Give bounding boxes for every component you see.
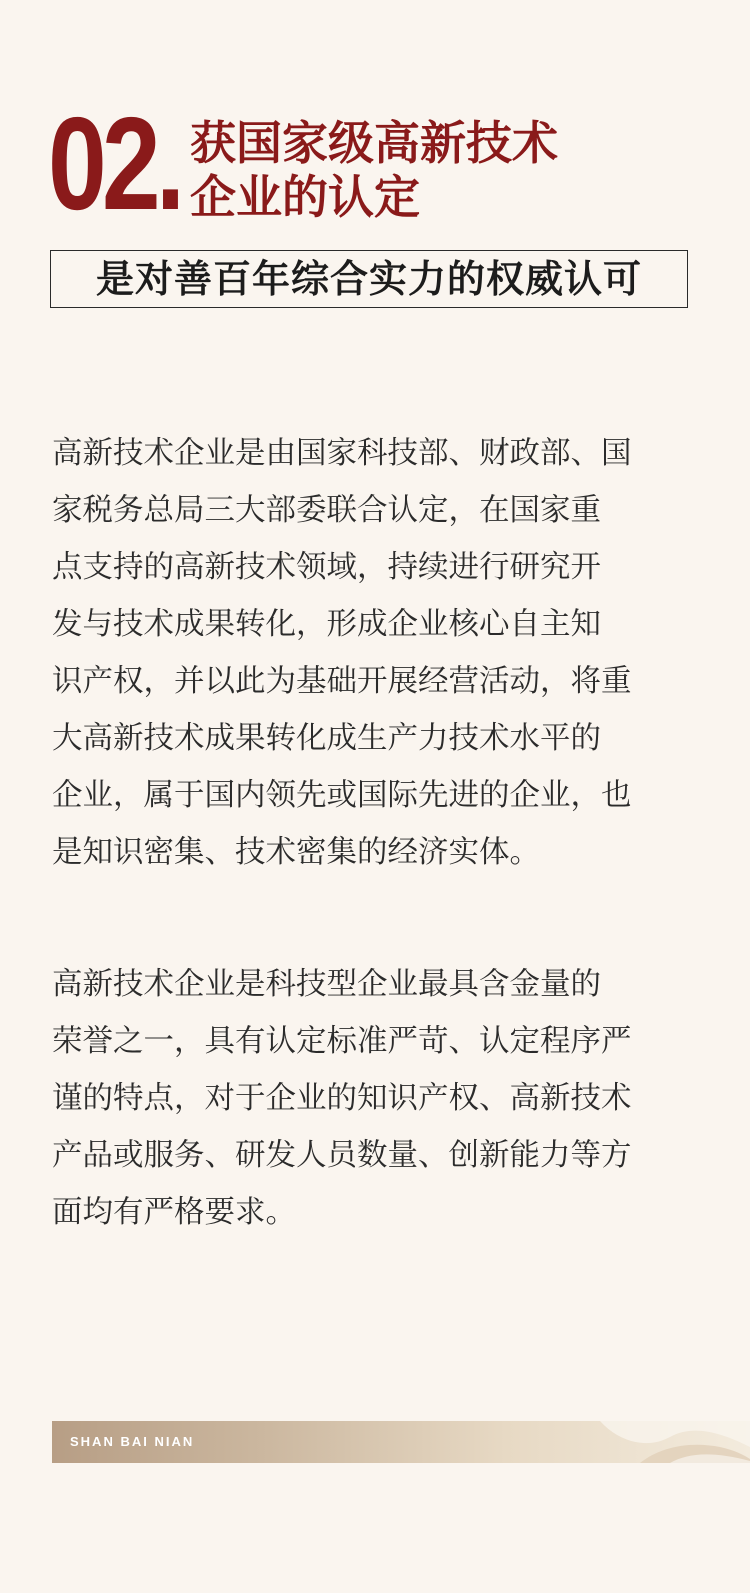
section-title	[190, 116, 710, 224]
paragraph-line: 大高新技术成果转化成生产力技术水平的	[52, 721, 601, 756]
section-title-line-2: 企业的认定	[190, 170, 420, 224]
paragraph-line: 识产权，并以此为基础开展经营活动，将重	[52, 664, 632, 699]
paragraph-line: 面均有严格要求。	[52, 1195, 296, 1230]
paragraph-line: 企业，属于国内领先或国际先进的企业，也	[52, 778, 632, 813]
footer-brand-text: SHAN BAI NIAN	[70, 1434, 195, 1449]
paragraph-line: 高新技术企业是由国家科技部、财政部、国	[52, 436, 632, 471]
paragraph-line: 高新技术企业是科技型企业最具含金量的	[52, 967, 601, 1002]
paragraph-line: 谨的特点，对于企业的知识产权、高新技术	[52, 1081, 632, 1116]
paragraph-2	[52, 956, 702, 1241]
paragraph-line: 点支持的高新技术领域，持续进行研究开	[52, 550, 601, 585]
footer-band	[52, 1421, 750, 1463]
subtitle-box	[50, 250, 688, 308]
paragraph-1	[52, 425, 702, 881]
section-title-line-1: 获国家级高新技术	[190, 116, 558, 170]
paragraph-line: 荣誉之一，具有认定标准严苛、认定程序严	[52, 1024, 632, 1059]
paragraph-line: 产品或服务、研发人员数量、创新能力等方	[52, 1138, 632, 1173]
section-number: 02.	[48, 90, 181, 237]
footer-wave-ornament-icon	[600, 1421, 750, 1463]
paragraph-line: 发与技术成果转化，形成企业核心自主知	[52, 607, 601, 642]
paragraph-line: 家税务总局三大部委联合认定，在国家重	[52, 493, 601, 528]
paragraph-line: 是知识密集、技术密集的经济实体。	[52, 835, 540, 870]
subtitle-text: 是对善百年综合实力的权威认可	[95, 257, 642, 301]
